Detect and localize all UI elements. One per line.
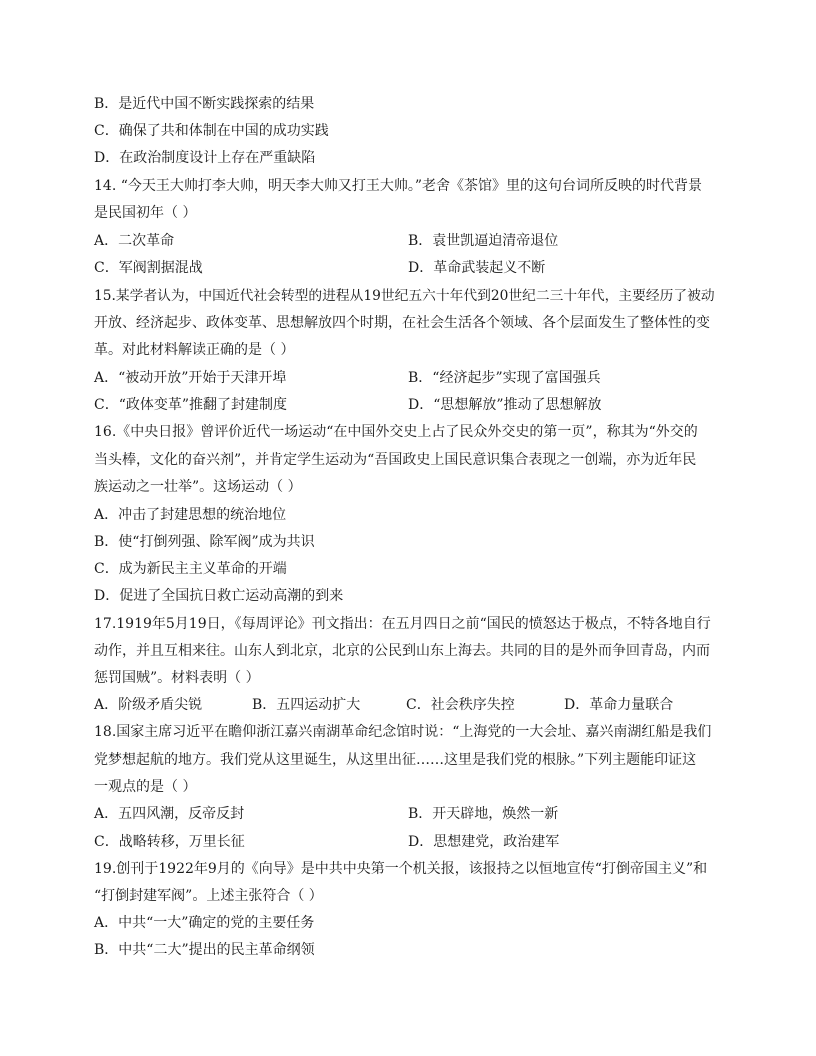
q17-stem-line-3: 惩罚国贼”。材料表明（ ） [94, 670, 260, 686]
q18-option-c: C．战略转移，万里长征 [94, 834, 245, 850]
q18-option-d: D．思想建党，政治建军 [408, 834, 560, 850]
q17-option-b: B．五四运动扩大 [252, 697, 361, 713]
q17-option-a: A．阶级矛盾尖锐 [94, 697, 203, 713]
q16-option-b: B．使“打倒列强、除军阀”成为共识 [94, 534, 315, 550]
q18-stem-line-3: 一观点的是（ ） [94, 779, 197, 795]
q14-option-d: D．革命武装起义不断 [408, 260, 546, 276]
q16-option-c: C．成为新民主主义革命的开端 [94, 561, 287, 577]
q18-option-b: B．开天辟地，焕然一新 [408, 806, 559, 822]
q17-stem-line-2: 动作，并且互相来往。山东人到北京，北京的公民到山东上海去。共同的目的是外而争回青岛，内而 [94, 643, 710, 659]
q17-options-row [94, 695, 734, 715]
q14-option-a: A．二次革命 [94, 233, 175, 249]
q13-option-c: C．确保了共和体制在中国的成功实践 [94, 123, 329, 139]
q13-option-d: D．在政治制度设计上存在严重缺陷 [94, 150, 316, 166]
q18-option-a: A．五四风潮，反帝反封 [94, 806, 245, 822]
q16-option-d: D．促进了全国抗日救亡运动高潮的到来 [94, 588, 344, 604]
q18-stem-line-1: 18.国家主席习近平在瞻仰浙江嘉兴南湖革命纪念馆时说：“上海党的一大会址、嘉兴南湖红船是我们 [94, 724, 712, 740]
q15-stem-line-2: 开放、经济起步、政体变革、思想解放四个时期，在社会生活各个领域、各个层面发生了整体性的变 [94, 315, 710, 331]
q19-stem-line-2: “打倒封建军阀”。上述主张符合（ ） [94, 888, 323, 904]
q19-stem-line-1: 19.创刊于1922年9月的《向导》是中共中央第一个机关报，该报持之以恒地宣传“打倒帝国主义”和 [94, 861, 708, 877]
q15-option-c: C．“政体变革”推翻了封建制度 [94, 397, 288, 413]
q18-stem-line-2: 党梦想起航的地方。我们党从这里诞生，从这里出征……这里是我们党的根脉。”下列主题能印证这 [94, 752, 697, 768]
q14-stem-line-2: 是民国初年（ ） [94, 205, 197, 221]
q17-stem-line-1: 17.1919年5月19日，《每周评论》刊文指出：在五月四日之前“国民的愤怒达于极点，不特各地自行 [94, 616, 711, 632]
q16-stem-line-2: 当头棒，文化的奋兴剂”，并肯定学生运动为“吾国政史上国民意识集合表现之一创端，亦为近年民 [94, 452, 697, 468]
q13-option-b: B．是近代中国不断实践探索的结果 [94, 96, 315, 112]
q14-stem-line-1: 14. “今天王大帅打李大帅，明天李大帅又打王大帅。”老舍《茶馆》里的这句台词所反映的时代背景 [94, 178, 703, 194]
q15-stem-line-3: 革。对此材料解读正确的是（ ） [94, 342, 295, 358]
q16-stem-line-1: 16.《中央日报》曾评价近代一场运动“在中国外交史上占了民众外交史的第一页”，称其为“外交的 [94, 424, 698, 440]
q15-option-d: D．“思想解放”推动了思想解放 [408, 397, 602, 413]
q19-option-a: A．中共“一大”确定的党的主要任务 [94, 915, 315, 931]
q19-option-b: B．中共“二大”提出的民主革命纲领 [94, 942, 315, 958]
q15-option-b: B．“经济起步”实现了富国强兵 [408, 370, 601, 386]
q15-option-a: A．“被动开放”开始于天津开埠 [94, 370, 287, 386]
q15-stem-line-1: 15.某学者认为，中国近代社会转型的进程从19世纪五六十年代到20世纪二三十年代，主要经历了被动 [94, 288, 715, 304]
q14-option-c: C．军阀割据混战 [94, 260, 203, 276]
q16-option-a: A．冲击了封建思想的统治地位 [94, 507, 287, 523]
q16-stem-line-3: 族运动之一壮举”。这场运动（ ） [94, 479, 302, 495]
q14-option-b: B．袁世凯逼迫清帝退位 [408, 233, 559, 249]
q17-option-d: D．革命力量联合 [564, 697, 674, 713]
q17-option-c: C．社会秩序失控 [406, 697, 515, 713]
